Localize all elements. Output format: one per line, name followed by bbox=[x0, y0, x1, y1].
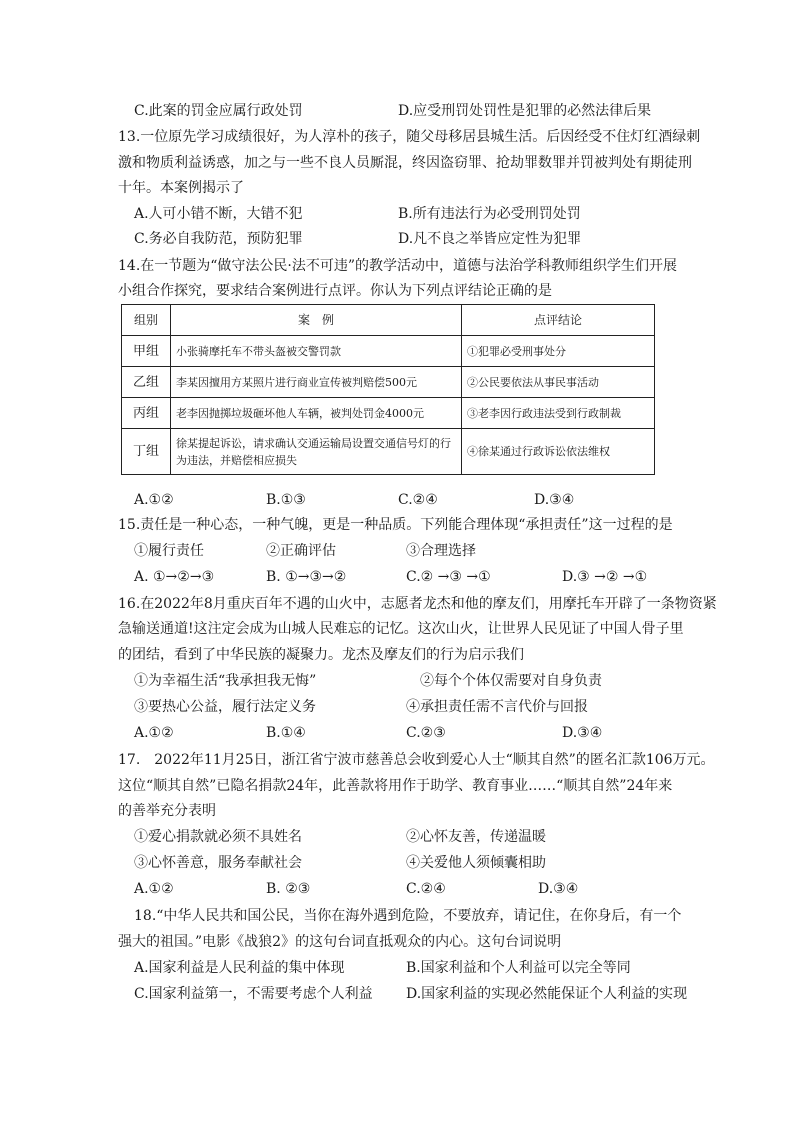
table-header-group: 组别 bbox=[122, 305, 171, 336]
q18-option-a: A.国家利益是人民利益的集中体现 bbox=[134, 960, 345, 976]
q14-stem-line1: 14.在一节题为“做守法公民·法不可违”的教学活动中，道德与法治学科教师组织学生们开展 bbox=[118, 258, 678, 274]
table-row bbox=[122, 336, 655, 367]
q12-option-d: D.应受刑罚处罚性是犯罪的必然法律后果 bbox=[398, 103, 652, 119]
q12-option-c: C.此案的罚金应属行政处罚 bbox=[134, 103, 303, 119]
q15-option-d: D.③ →② →① bbox=[562, 569, 648, 585]
q17-option-c: C.②④ bbox=[406, 881, 446, 897]
q13-stem-line1: 13.一位原先学习成绩很好，为人淳朴的孩子，随父母移居县城生活。后因经受不住灯红酒绿刺 bbox=[118, 129, 701, 145]
q17-item-1: ①爱心捐款就必须不具姓名 bbox=[134, 829, 302, 845]
table-cell-conclusion: ②公民要依法从事民事活动 bbox=[462, 367, 655, 398]
q16-stem-line3: 的团结，看到了中华民族的凝聚力。龙杰及摩友们的行为启示我们 bbox=[118, 647, 524, 663]
table-cell-conclusion: ④徐某通过行政诉讼依法维权 bbox=[462, 429, 655, 475]
q15-stem: 15.责任是一种心态，一种气魄，更是一种品质。下列能合理体现“承担责任”这一过程的是 bbox=[118, 517, 673, 533]
q15-item-3: ③合理选择 bbox=[406, 543, 476, 559]
table-row bbox=[122, 398, 655, 429]
q17-option-a: A.①② bbox=[134, 881, 174, 897]
q15-option-a: A. ①→②→③ bbox=[134, 569, 215, 585]
q13-option-b: B.所有违法行为必受刑罚处罚 bbox=[398, 206, 581, 222]
q14-option-a: A.①② bbox=[134, 492, 174, 508]
q17-item-3: ③心怀善意，服务奉献社会 bbox=[134, 855, 302, 871]
q16-item-2: ②每个个体仅需要对自身负责 bbox=[420, 673, 602, 689]
table-cell-case: 老李因抛掷垃圾砸坏他人车辆，被判处罚金4000元 bbox=[171, 398, 462, 429]
table-row bbox=[122, 367, 655, 398]
q17-option-d: D.③④ bbox=[538, 881, 579, 897]
q16-item-4: ④承担责任需不言代价与回报 bbox=[406, 699, 588, 715]
q18-stem-line1: 18.“中华人民共和国公民，当你在海外遇到危险，不要放弃，请记住，在你身后，有一个 bbox=[134, 908, 682, 924]
q18-option-d: D.国家利益的实现必然能保证个人利益的实现 bbox=[406, 986, 688, 1002]
q14-option-d: D.③④ bbox=[534, 492, 575, 508]
q13-option-c: C.务必自我防范，预防犯罪 bbox=[134, 231, 303, 247]
q17-stem-line2: 这位“顺其自然”已隐名捐款24年，此善款将用作于助学、教育事业……“顺其自然”24年来 bbox=[118, 778, 673, 794]
q18-option-c: C.国家利益第一，不需要考虑个人利益 bbox=[134, 986, 373, 1002]
table-cell-case: 徐某提起诉讼，请求确认交通运输局设置交通信号灯的行为违法，并赔偿相应损失 bbox=[171, 429, 462, 475]
q15-item-1: ①履行责任 bbox=[134, 543, 204, 559]
q16-option-b: B.①④ bbox=[266, 725, 306, 741]
q17-item-4: ④关爱他人须倾囊相助 bbox=[406, 855, 546, 871]
q16-option-c: C.②③ bbox=[406, 725, 446, 741]
q17-option-b: B. ②③ bbox=[266, 881, 311, 897]
q15-option-b: B. ①→③→② bbox=[266, 569, 347, 585]
q17-item-2: ②心怀友善，传递温暖 bbox=[406, 829, 546, 845]
q13-stem-line3: 十年。本案例揭示了 bbox=[118, 180, 244, 196]
q14-stem-line2: 小组合作探究，要求结合案例进行点评。你认为下列点评结论正确的是 bbox=[118, 283, 552, 299]
q16-option-a: A.①② bbox=[134, 725, 174, 741]
q17-stem-line3: 的善举充分表明 bbox=[118, 803, 216, 819]
table-cell-conclusion: ③老李因行政违法受到行政制裁 bbox=[462, 398, 655, 429]
q14-option-b: B.①③ bbox=[266, 492, 306, 508]
table-cell-group: 丙组 bbox=[122, 398, 171, 429]
q16-item-1: ①为幸福生活“我承担我无悔” bbox=[134, 673, 317, 689]
q16-stem-line1: 16.在2022年8月重庆百年不遇的山火中，志愿者龙杰和他的摩友们，用摩托车开辟了一条物资紧 bbox=[118, 596, 717, 612]
q16-stem-line2: 急输送通道!这注定会成为山城人民难忘的记忆。这次山火，让世界人民见证了中国人骨子里 bbox=[118, 621, 684, 637]
q17-stem-line1: 17. 2022年11月25日，浙江省宁波市慈善总会收到爱心人士“顺其自然”的匿名汇款106万元。 bbox=[118, 752, 715, 768]
q15-item-2: ②正确评估 bbox=[266, 543, 336, 559]
q14-option-c: C.②④ bbox=[398, 492, 438, 508]
table-cell-group: 丁组 bbox=[122, 429, 171, 475]
q13-option-d: D.凡不良之举皆应定性为犯罪 bbox=[398, 231, 582, 247]
table-header-case: 案 例 bbox=[171, 305, 462, 336]
case-review-table bbox=[121, 304, 655, 475]
q16-item-3: ③要热心公益，履行法定义务 bbox=[134, 699, 316, 715]
q15-option-c: C.② →③ →① bbox=[406, 569, 491, 585]
table-row bbox=[122, 429, 655, 475]
table-cell-conclusion: ①犯罪必受刑事处分 bbox=[462, 336, 655, 367]
table-cell-group: 甲组 bbox=[122, 336, 171, 367]
q18-option-b: B.国家利益和个人利益可以完全等同 bbox=[406, 960, 631, 976]
q13-stem-line2: 激和物质利益诱惑，加之与一些不良人员厮混，终因盗窃罪、抢劫罪数罪并罚被判处有期徒刑 bbox=[118, 155, 692, 171]
table-cell-case: 李某因擅用方某照片进行商业宣传被判赔偿500元 bbox=[171, 367, 462, 398]
q16-option-d: D.③④ bbox=[562, 725, 603, 741]
table-header-conclusion: 点评结论 bbox=[462, 305, 655, 336]
q13-option-a: A.人可小错不断，大错不犯 bbox=[134, 206, 303, 222]
table-cell-group: 乙组 bbox=[122, 367, 171, 398]
q18-stem-line2: 强大的祖国。”电影《战狼2》的这句台词直抵观众的内心。这句台词说明 bbox=[118, 934, 562, 950]
table-cell-case: 小张骑摩托车不带头盔被交警罚款 bbox=[171, 336, 462, 367]
